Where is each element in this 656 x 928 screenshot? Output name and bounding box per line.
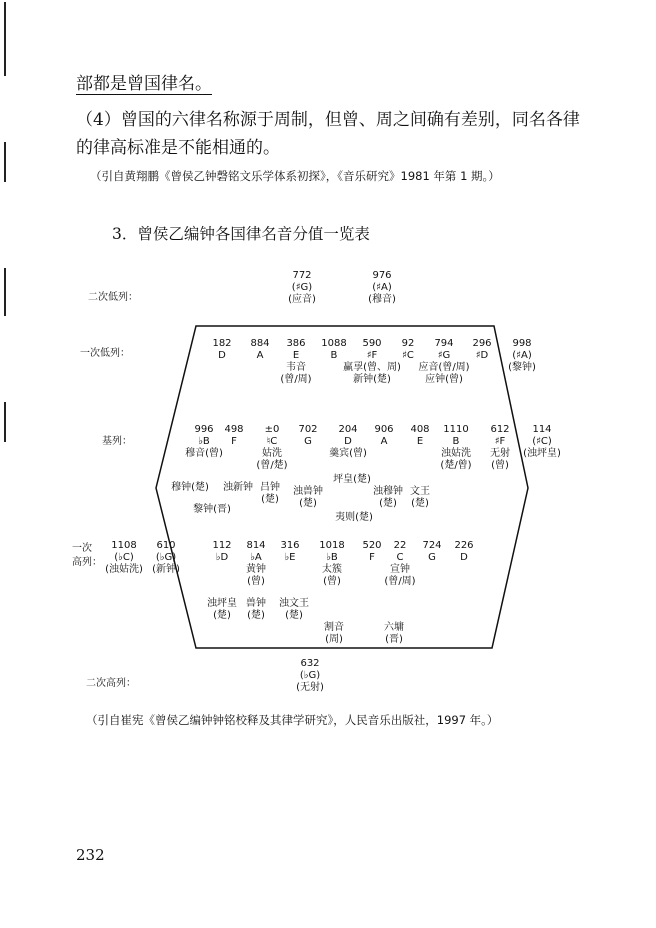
cell-line: 穆钟(楚): [171, 482, 209, 493]
cell-line: 坪皇(楚): [333, 474, 371, 485]
cell-line: 赢孠(曾、周): [343, 362, 401, 373]
cell-line: G: [428, 552, 436, 563]
cell-line: 1110: [443, 424, 469, 435]
cell-line: (♯C): [532, 436, 552, 447]
cell-line: B: [330, 350, 338, 361]
row-label-base: 基列：: [102, 436, 132, 447]
table-cell: [296, 658, 324, 694]
cell-line: ±0: [264, 424, 280, 435]
table-cell: [490, 424, 510, 472]
cell-line: 976: [372, 270, 392, 281]
row-label-first-low: 一次低列：: [80, 348, 130, 359]
table-cell: [333, 474, 371, 486]
cell-line: (♯A): [512, 350, 532, 361]
cell-line: (♭G): [155, 552, 177, 563]
cell-line: 204: [338, 424, 358, 435]
cell-line: (周): [325, 634, 343, 645]
cell-line: 998: [512, 338, 532, 349]
table-cell: [508, 338, 536, 374]
cell-line: 羹宾(曾): [329, 448, 367, 459]
cell-line: (楚): [299, 498, 317, 509]
row-label-first-high: 一次 高列：: [72, 543, 102, 568]
cell-line: 浊坪皇: [207, 598, 237, 609]
cell-line: (楚/曾): [440, 460, 472, 471]
row-label-second-low: 二次低列：: [88, 292, 138, 303]
table-cell: [402, 338, 415, 362]
cell-line: ♮C: [266, 436, 278, 447]
cell-line: (黎钟): [508, 362, 536, 373]
table-cell: [185, 424, 223, 460]
cell-line: 浊文王: [279, 598, 309, 609]
cell-line: (新钟): [152, 564, 180, 575]
cell-line: 兽钟: [246, 598, 266, 609]
table-cell: [440, 424, 471, 472]
table-cell: [410, 486, 430, 510]
table-cell: [260, 482, 280, 506]
cell-line: ♭B: [326, 552, 338, 563]
cell-line: ♭A: [250, 552, 262, 563]
cell-line: 884: [250, 338, 270, 349]
cell-line: (楚): [379, 498, 397, 509]
cell-line: D: [344, 436, 352, 447]
text-line-1: 部都是曾国律名。: [76, 74, 212, 94]
table-cell: [207, 598, 237, 622]
table-cell: [256, 424, 287, 472]
table-cell: [374, 424, 393, 448]
cell-line: (楚): [261, 494, 279, 505]
section-title: 3．曾侯乙编钟各国律名音分值一览表: [112, 225, 370, 243]
table-cell: [212, 338, 231, 362]
table-cell: [418, 338, 469, 386]
cell-line: 408: [410, 424, 430, 435]
cell-line: (曾): [491, 460, 509, 471]
cell-line: (曾/楚): [256, 460, 288, 471]
citation-1: （引自黄翔鹏《曾侯乙钟磬铭文乐学体系初探》，《音乐研究》1981 年第 1 期。）: [90, 169, 500, 183]
cell-line: ♭E: [284, 552, 296, 563]
table-cell: [246, 540, 266, 588]
table-cell: [523, 424, 561, 460]
table-cell: [223, 482, 253, 494]
cell-line: 316: [280, 540, 300, 551]
table-cell: [373, 486, 403, 510]
cell-line: D: [460, 552, 468, 563]
cell-line: 814: [246, 540, 266, 551]
table-cell: [224, 424, 243, 448]
cell-line: 1108: [111, 540, 137, 551]
row-label-second-high: 二次高列：: [86, 678, 136, 689]
cell-line: 610: [156, 540, 176, 551]
cell-line: 590: [362, 338, 382, 349]
cell-line: 穆音(曾): [185, 448, 223, 459]
table-cell: [329, 424, 367, 460]
cell-line: (楚): [285, 610, 303, 621]
cell-line: 应钟(曾): [425, 374, 463, 385]
table-cell: [288, 270, 316, 306]
cell-line: 702: [298, 424, 318, 435]
cell-line: 夷则(楚): [335, 512, 373, 523]
cell-line: 794: [434, 338, 454, 349]
cell-line: 612: [490, 424, 510, 435]
cell-line: 浊兽钟: [293, 486, 323, 497]
table-cell: [279, 598, 309, 622]
cell-line: (♭G): [299, 670, 321, 681]
cell-line: G: [304, 436, 312, 447]
cell-line: 姑洗: [261, 448, 282, 459]
cell-line: 386: [286, 338, 306, 349]
table-cell: [384, 540, 415, 588]
table-cell: [343, 338, 401, 386]
table-cell: [410, 424, 429, 448]
cell-line: 22: [393, 540, 407, 551]
cell-line: 割音: [324, 622, 344, 633]
cell-line: (楚): [213, 610, 231, 621]
table-cell: [472, 338, 491, 362]
table-cell: [384, 622, 404, 646]
cell-line: (曾/周): [384, 576, 416, 587]
citation-2: （引自崔宪《曾侯乙编钟钟铭校释及其律学研究》，人民音乐出版社，1997 年。）: [86, 713, 499, 727]
cell-line: 文王: [410, 486, 430, 497]
cell-line: D: [218, 350, 226, 361]
table-cell: [171, 482, 209, 494]
paragraph-4: （4）曾国的六律名称源于周制，但曾、周之间确有差别，同名各律的律高标准是不能相通的。: [76, 110, 580, 158]
cell-line: 1088: [321, 338, 347, 349]
table-cell: [280, 540, 299, 564]
table-cell: [422, 540, 441, 564]
cell-line: 114: [532, 424, 552, 435]
table-cell: [324, 622, 344, 646]
cell-line: 112: [212, 540, 232, 551]
cell-line: (曾): [323, 576, 341, 587]
cell-line: 宣钟: [389, 564, 410, 575]
cell-line: ♭B: [198, 436, 210, 447]
cell-line: (楚): [411, 498, 429, 509]
cell-line: 太簇: [321, 564, 342, 575]
cell-line: 新钟(楚): [353, 374, 391, 385]
cell-line: (♭C): [114, 552, 134, 563]
cell-line: (曾/周): [280, 374, 312, 385]
table-cell: [246, 598, 266, 622]
table-cell: [368, 270, 396, 306]
cell-line: 632: [300, 658, 320, 669]
cell-line: ♯F: [366, 350, 378, 361]
table-cell: [335, 512, 373, 524]
cell-line: 92: [401, 338, 415, 349]
cell-line: (应音): [288, 294, 316, 305]
cell-line: ♯C: [402, 350, 414, 361]
cell-line: B: [452, 436, 460, 447]
cell-line: (浊坪皇): [523, 448, 561, 459]
cell-line: 520: [362, 540, 382, 551]
cell-line: (♯G): [291, 282, 313, 293]
cell-line: (楚): [247, 610, 265, 621]
cell-line: 六墉: [384, 622, 404, 633]
cell-line: ♯G: [437, 350, 451, 361]
table-cell: [280, 338, 311, 386]
cell-line: (浊姑洗): [105, 564, 143, 575]
cell-line: C: [396, 552, 404, 563]
cell-line: 无射: [490, 448, 510, 459]
table-cell: [362, 540, 381, 564]
cell-line: (无射): [296, 682, 324, 693]
cell-line: 浊姑洗: [440, 448, 471, 459]
cell-line: (穆音): [368, 294, 396, 305]
table-cell: [454, 540, 473, 564]
cell-line: 吕钟: [260, 482, 280, 493]
cell-line: 浊新钟: [223, 482, 253, 493]
table-cell: [105, 540, 143, 576]
table-cell: [250, 338, 269, 362]
cell-line: 906: [374, 424, 394, 435]
cell-line: A: [380, 436, 388, 447]
table-cell: [293, 486, 323, 510]
cell-line: 182: [212, 338, 232, 349]
cell-line: E: [292, 350, 300, 361]
cell-line: ♯F: [494, 436, 506, 447]
cell-line: (♯A): [372, 282, 392, 293]
cell-line: 浊穆钟: [373, 486, 403, 497]
table-cell: [152, 540, 180, 576]
table-cell: [298, 424, 317, 448]
cell-line: ♯D: [475, 350, 489, 361]
page-number: 232: [76, 846, 105, 864]
cell-line: 黎钟(晋): [193, 504, 231, 515]
cell-line: ♭D: [215, 552, 229, 563]
table-cell: [193, 504, 231, 516]
cell-line: A: [256, 350, 264, 361]
cell-line: 1018: [319, 540, 345, 551]
cell-line: (晋): [385, 634, 403, 645]
cell-line: F: [369, 552, 375, 563]
cell-line: 724: [422, 540, 442, 551]
cell-line: 498: [224, 424, 244, 435]
cell-line: E: [416, 436, 424, 447]
cell-line: 黄钟: [246, 564, 266, 575]
cell-line: 应音(曾/周): [418, 362, 470, 373]
cell-line: F: [231, 436, 237, 447]
cell-line: (曾): [247, 576, 265, 587]
cell-line: 996: [194, 424, 214, 435]
cell-line: 韦音: [285, 362, 306, 373]
table-cell: [212, 540, 231, 564]
cell-line: 772: [292, 270, 312, 281]
table-cell: [319, 540, 344, 588]
cell-line: 226: [454, 540, 474, 551]
cell-line: 296: [472, 338, 492, 349]
